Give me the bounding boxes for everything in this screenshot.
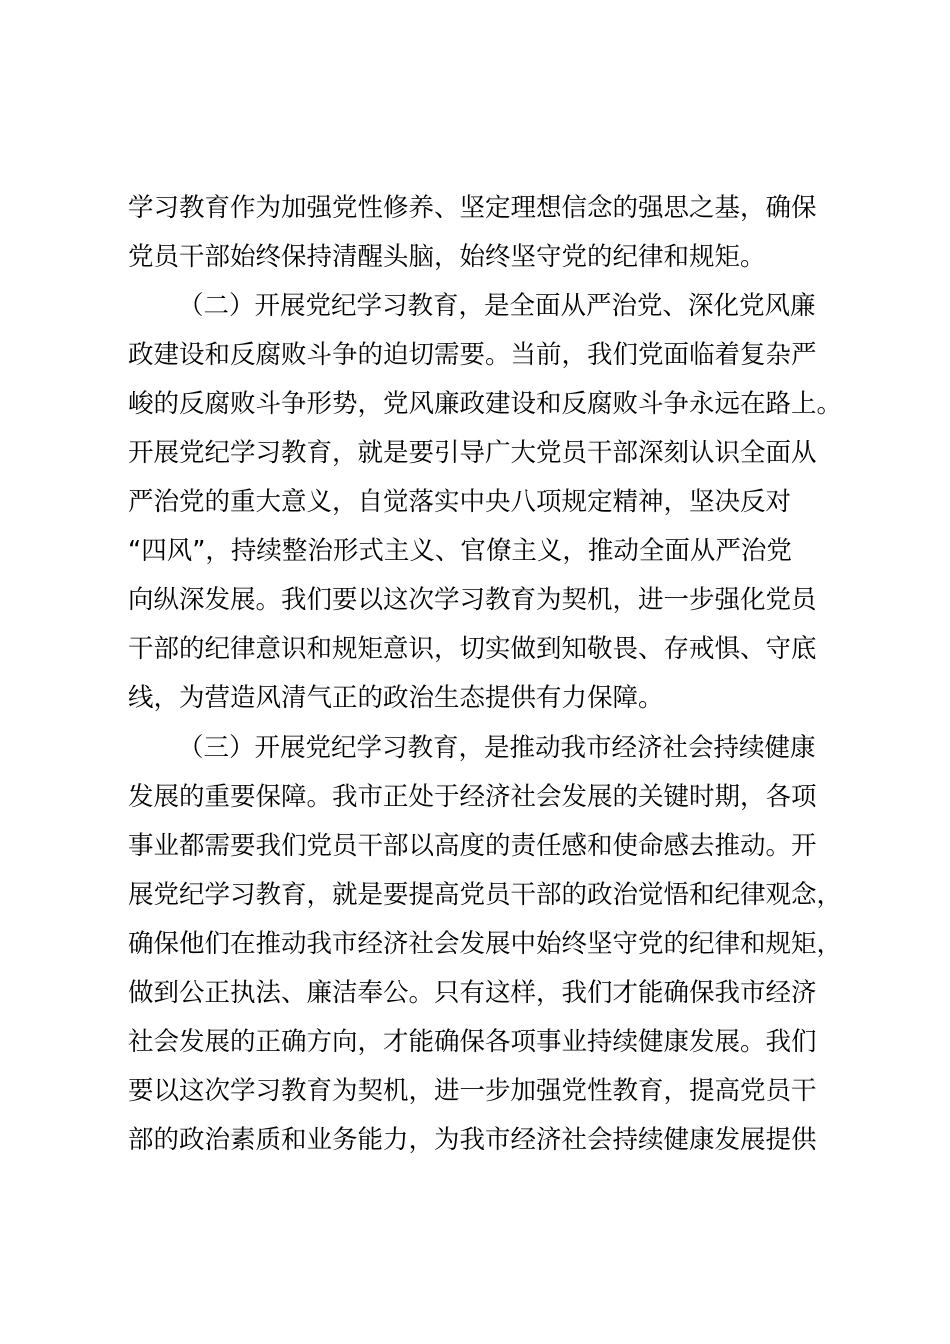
text-line: “四风”，持续整治形式主义、官僚主义，推动全面从严治党 [128,536,792,566]
text-line: 确保他们在推动我市经济社会发展中始终坚守党的纪律和规矩， [128,929,843,959]
text-line: 政建设和反腐败斗争的迫切需要。当前，我们党面临着复杂严 [128,340,817,370]
paragraph-heading-line: （二）开展党纪学习教育，是全面从严治党、深化党风廉 [178,291,816,321]
text-line: 事业都需要我们党员干部以高度的责任感和使命感去推动。开 [128,831,817,861]
text-line: 做到公正执法、廉洁奉公。只有这样，我们才能确保我市经济 [128,978,817,1008]
text-line: 发展的重要保障。我市正处于经济社会发展的关键时期，各项 [128,782,817,812]
text-line: 部的政治素质和业务能力，为我市经济社会持续健康发展提供 [128,1125,817,1155]
text-line: 要以这次学习教育为契机，进一步加强党性教育，提高党员干 [128,1076,817,1106]
text-line: 峻的反腐败斗争形势，党风廉政建设和反腐败斗争永远在路上。 [128,389,843,419]
text-line: 开展党纪学习教育，就是要引导广大党员干部深刻认识全面从 [128,438,817,468]
paragraph-heading-line: （三）开展党纪学习教育，是推动我市经济社会持续健康 [178,733,816,763]
text-line: 学习教育作为加强党性修养、坚定理想信念的强思之基，确保 [128,193,817,223]
text-line: 社会发展的正确方向，才能确保各项事业持续健康发展。我们 [128,1027,817,1057]
text-line: 向纵深发展。我们要以这次学习教育为契机，进一步强化党员 [128,585,817,615]
text-line: 党员干部始终保持清醒头脑，始终坚守党的纪律和规矩。 [128,242,766,272]
text-line: 展党纪学习教育，就是要提高党员干部的政治觉悟和纪律观念， [128,880,843,910]
text-line: 干部的纪律意识和规矩意识，切实做到知敬畏、存戒惧、守底 [128,634,817,664]
text-line: 线，为营造风清气正的政治生态提供有力保障。 [128,683,664,713]
text-line: 严治党的重大意义，自觉落实中央八项规定精神，坚决反对 [128,487,792,517]
